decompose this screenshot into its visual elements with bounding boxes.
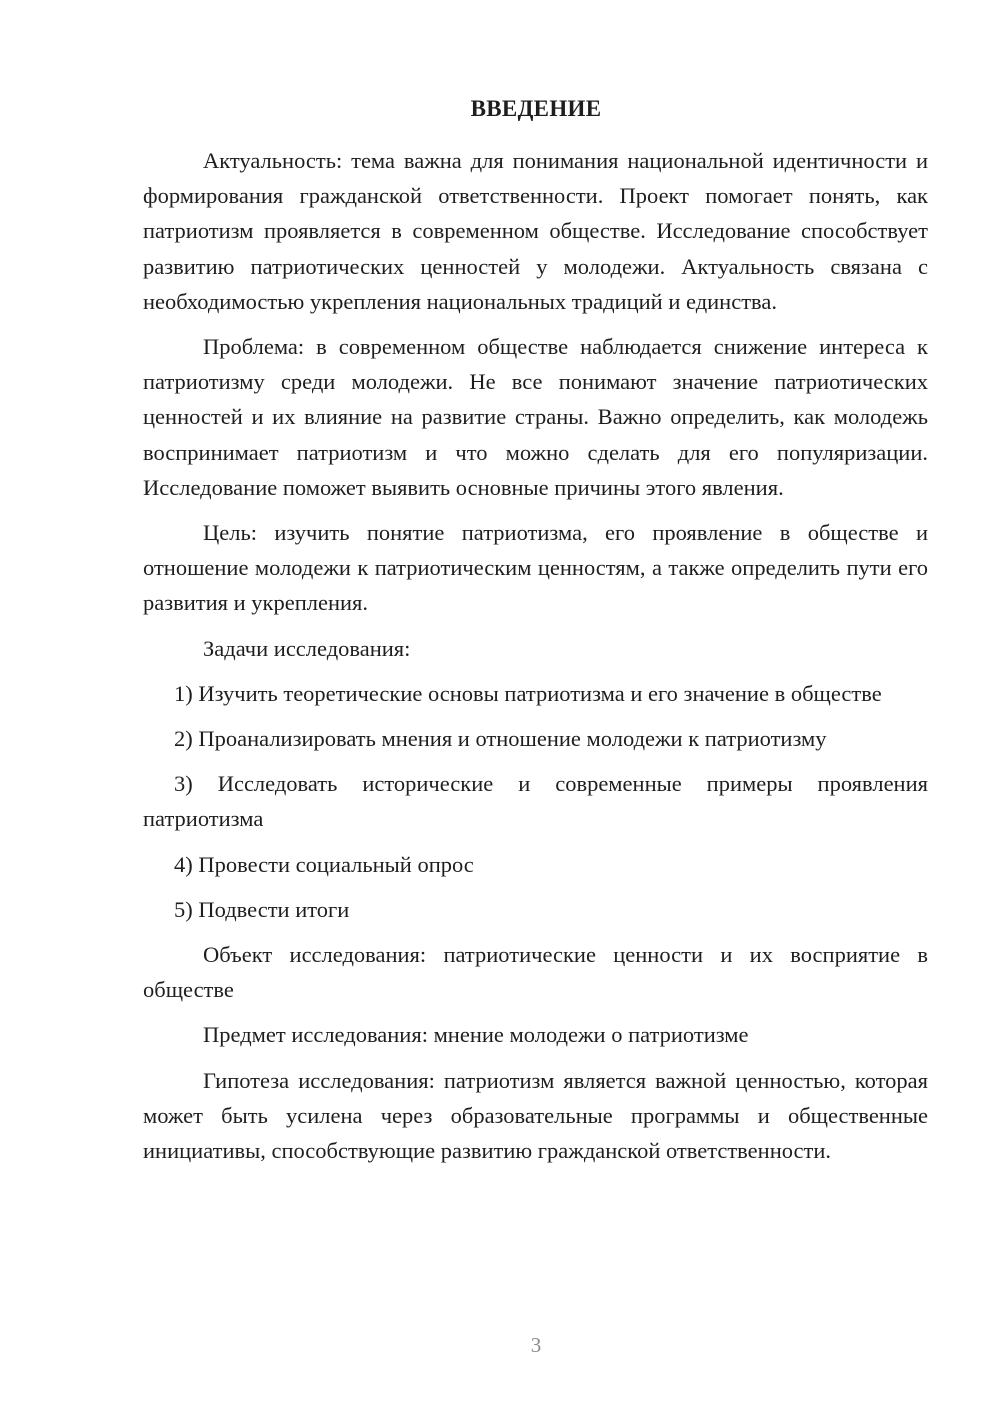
paragraph-subject: Предмет исследования: мнение молодежи о патриотизме: [203, 1022, 749, 1048]
list-item: 4) Провести социальный опрос: [174, 851, 474, 877]
list-item: 5) Подвести итоги: [174, 896, 350, 922]
paragraph-relevance: Актуальность: тема важна для понимания национальной идентичности и формирования гражданской ответственности. Проект помогает понять, как патриотизм проявляется в современном обществе. Исследование способствует развитию патриотических ценностей у молодежи. Актуальность связана с необходимостью укрепления национальных традиций и единства.: [143, 148, 928, 314]
paragraph-tasks-heading: Задачи исследования:: [203, 635, 411, 661]
paragraph-hypothesis: Гипотеза исследования: патриотизм является важной ценностью, которая может быть усилена через образовательные программы и общественные инициативы, способствующие развитию гражданской ответственности.: [143, 1067, 928, 1164]
paragraph-goal: Цель: изучить понятие патриотизма, его проявление в обществе и отношение молодежи к патриотическим ценностям, а также определить пути его развития и укрепления.: [143, 520, 928, 616]
page-title: ВВЕДЕНИЕ: [470, 96, 602, 121]
paragraph-object: Объект исследования: патриотические ценности и их восприятие в обществе: [143, 942, 928, 1003]
paragraph-problem: Проблема: в современном обществе наблюдается снижение интереса к патриотизму среди молодежи. Не все понимают значение патриотических ценностей и их влияние на развитие страны. Важно определить, как молодежь воспринимает патриотизм и что можно сделать для его популяризации. Исследование поможет выявить основные причины этого явления.: [143, 334, 928, 500]
list-item: 3) Исследовать исторические и современные примеры проявления патриотизма: [143, 771, 928, 832]
tasks-list: [143, 676, 928, 927]
document-body: [143, 143, 928, 1178]
page-number: 3: [530, 1333, 542, 1357]
list-item: 1) Изучить теоретические основы патриотизма и его значение в обществе: [174, 680, 882, 706]
list-item: 2) Проанализировать мнения и отношение молодежи к патриотизму: [174, 726, 827, 752]
